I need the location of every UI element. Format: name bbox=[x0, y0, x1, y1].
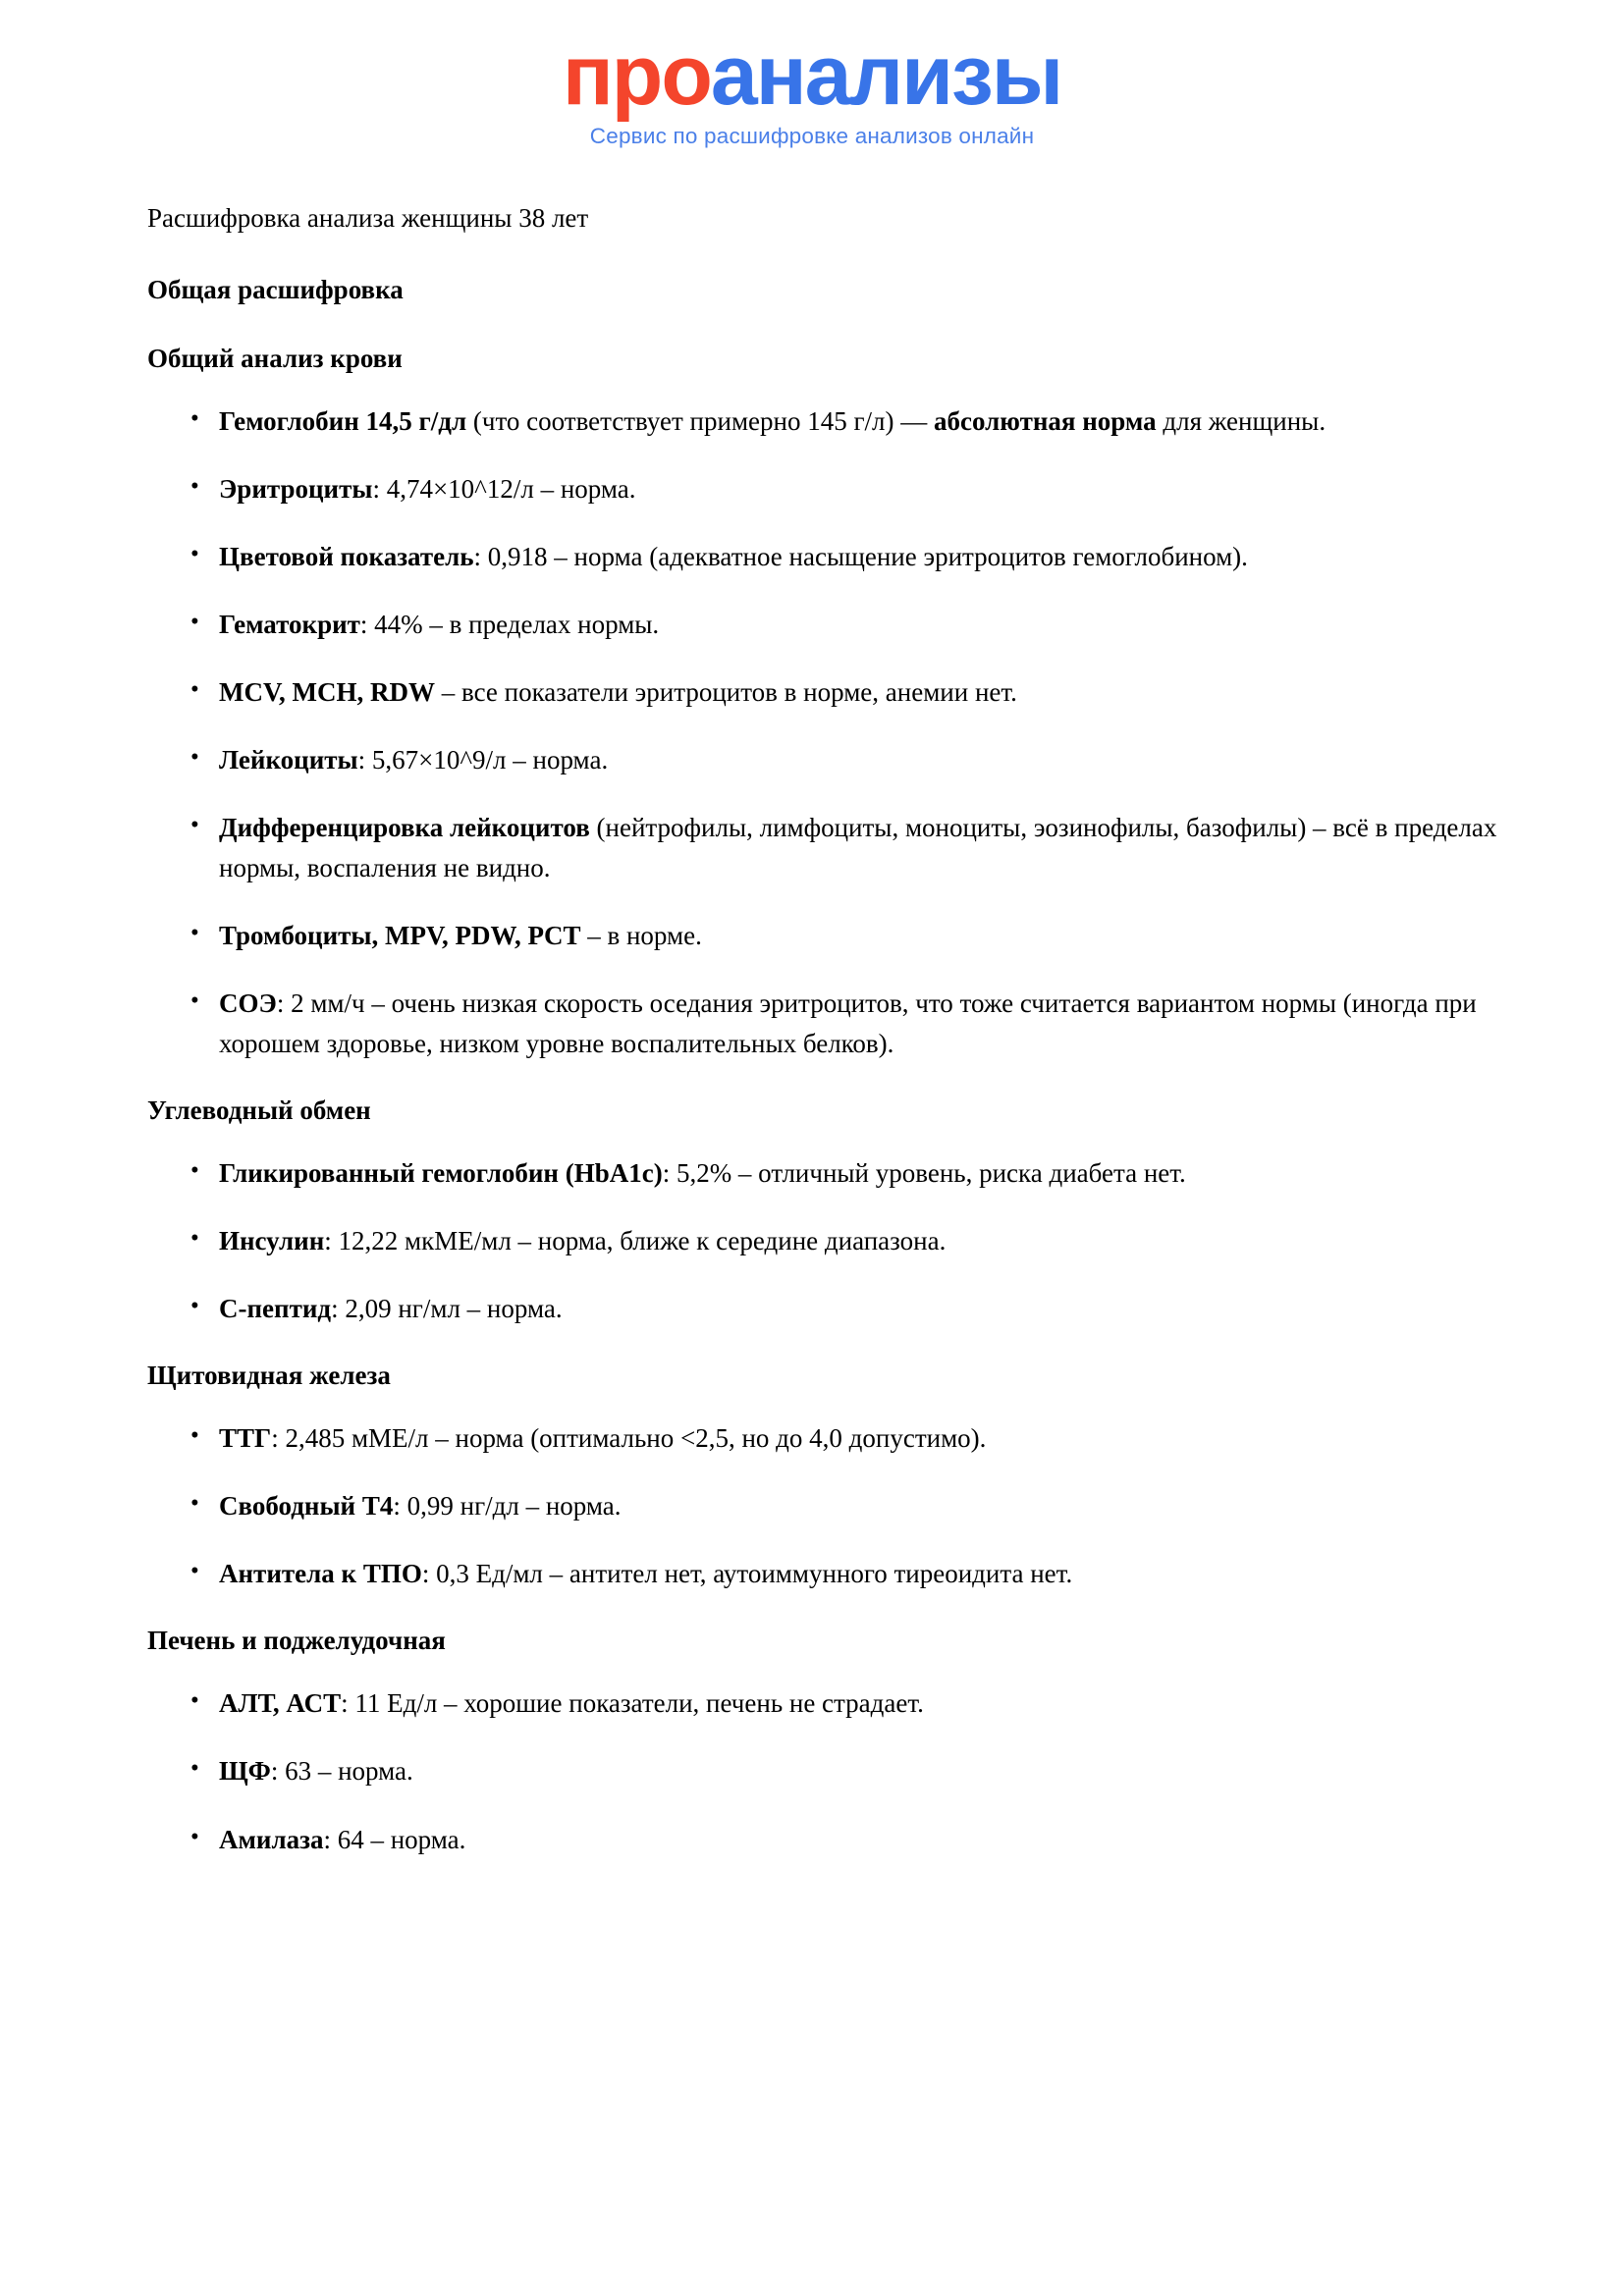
list-item-text: : 5,2% – отличный уровень, риска диабета нет. bbox=[662, 1158, 1186, 1189]
sections-container bbox=[147, 342, 1500, 1860]
list-item-label: Инсулин bbox=[219, 1226, 325, 1256]
list-item-label: Цветовой показатель bbox=[219, 541, 474, 571]
document-intro: Расшифровка анализа женщины 38 лет bbox=[147, 203, 589, 233]
list-item-text: : 44% – в пределах нормы. bbox=[359, 609, 660, 639]
list-item bbox=[147, 1683, 1500, 1724]
list-item bbox=[147, 916, 1500, 956]
list-item bbox=[147, 1751, 1500, 1791]
list-item-label: Дифференцировка лейкоцитов bbox=[219, 812, 590, 842]
list-item-label: ТТГ bbox=[219, 1423, 272, 1454]
list-item-label: Гематокрит bbox=[219, 609, 360, 639]
logo-wordmark bbox=[0, 28, 1624, 123]
bullet-list bbox=[147, 1153, 1500, 1329]
list-item-label: Лейкоциты bbox=[219, 744, 358, 774]
document-content bbox=[0, 200, 1624, 1860]
bullet-list bbox=[147, 1418, 1500, 1594]
list-item-text: – все показатели эритроцитов в норме, анемии нет. bbox=[434, 676, 1017, 707]
list-item-label: АЛТ, АСТ bbox=[219, 1688, 342, 1719]
list-item bbox=[147, 984, 1500, 1064]
list-item bbox=[147, 469, 1500, 509]
section-heading: Общий анализ крови bbox=[147, 343, 403, 373]
logo-word-part-analizy: анализы bbox=[710, 28, 1062, 123]
list-item bbox=[147, 605, 1500, 645]
list-item-text: : 0,99 нг/дл – норма. bbox=[393, 1491, 622, 1522]
logo-tagline: Сервис по расшифровке анализов онлайн bbox=[589, 124, 1035, 148]
list-item-emphasis: абсолютная норма bbox=[934, 405, 1157, 436]
list-item bbox=[147, 1289, 1500, 1329]
list-item-text: (что соответствует примерно 145 г/л) — bbox=[466, 405, 935, 436]
page-title: Общая расшифровка bbox=[147, 275, 404, 305]
list-item bbox=[147, 1153, 1500, 1194]
list-item-label: Гемоглобин 14,5 г/дл bbox=[219, 405, 467, 436]
list-item-text-tail: для женщины. bbox=[1156, 405, 1326, 436]
list-item-text: : 2,485 мМЕ/л – норма (оптимально <2,5, но до 4,0 допустимо). bbox=[271, 1423, 987, 1454]
section-heading: Щитовидная железа bbox=[147, 1361, 391, 1391]
list-item bbox=[147, 808, 1500, 888]
section-heading: Печень и поджелудочная bbox=[147, 1626, 446, 1656]
list-item bbox=[147, 1554, 1500, 1594]
site-logo bbox=[0, 0, 1624, 149]
list-item bbox=[147, 1221, 1500, 1261]
list-item bbox=[147, 740, 1500, 780]
list-item-text: : 5,67×10^9/л – норма. bbox=[357, 744, 609, 774]
list-item-text: : 11 Ед/л – хорошие показатели, печень не страдает. bbox=[341, 1688, 924, 1719]
list-item-label: СОЭ bbox=[219, 988, 277, 1018]
list-item bbox=[147, 401, 1500, 442]
list-item-label: Свободный Т4 bbox=[219, 1491, 394, 1522]
bullet-list bbox=[147, 401, 1500, 1064]
list-item-text: : 0,918 – норма (адекватное насыщение эритроцитов гемоглобином). bbox=[473, 541, 1248, 571]
list-item-text: – в норме. bbox=[580, 920, 702, 950]
list-item-text: : 63 – норма. bbox=[270, 1756, 413, 1787]
list-item bbox=[147, 1418, 1500, 1459]
list-item-text: : 2 мм/ч – очень низкая скорость оседания эритроцитов, что тоже считается вариантом нормы (иногда при хорошем здоровье, низком уровне воспалительных белков). bbox=[219, 988, 1477, 1058]
list-item bbox=[147, 1486, 1500, 1526]
list-item-text: : 2,09 нг/мл – норма. bbox=[331, 1294, 563, 1324]
list-item-text: : 12,22 мкМЕ/мл – норма, ближе к середине диапазона. bbox=[324, 1226, 947, 1256]
list-item-label: Амилаза bbox=[219, 1824, 324, 1854]
logo-word-part-pro: про bbox=[562, 28, 711, 123]
list-item-text: : 0,3 Ед/мл – антител нет, аутоиммунного тиреоидита нет. bbox=[421, 1559, 1073, 1589]
list-item-label: Эритроциты bbox=[219, 473, 373, 504]
bullet-list bbox=[147, 1683, 1500, 1859]
list-item bbox=[147, 1820, 1500, 1860]
list-item-label: Антитела к ТПО bbox=[219, 1559, 422, 1589]
list-item-label: Тромбоциты, MPV, PDW, PCT bbox=[219, 920, 581, 950]
list-item bbox=[147, 672, 1500, 713]
list-item bbox=[147, 537, 1500, 577]
list-item-label: MCV, MCH, RDW bbox=[219, 676, 435, 707]
list-item-text: (нейтрофилы, лимфоциты, моноциты, эозинофилы, базофилы) – всё в пределах нормы, воспаления не видно. bbox=[219, 812, 1497, 882]
list-item-text: : 64 – норма. bbox=[323, 1824, 466, 1854]
list-item-label: С-пептид bbox=[219, 1294, 332, 1324]
list-item-label: Гликированный гемоглобин (HbA1c) bbox=[219, 1158, 663, 1189]
section-heading: Углеводный обмен bbox=[147, 1095, 371, 1125]
list-item-label: ЩФ bbox=[219, 1756, 271, 1787]
list-item-text: : 4,74×10^12/л – норма. bbox=[372, 473, 636, 504]
